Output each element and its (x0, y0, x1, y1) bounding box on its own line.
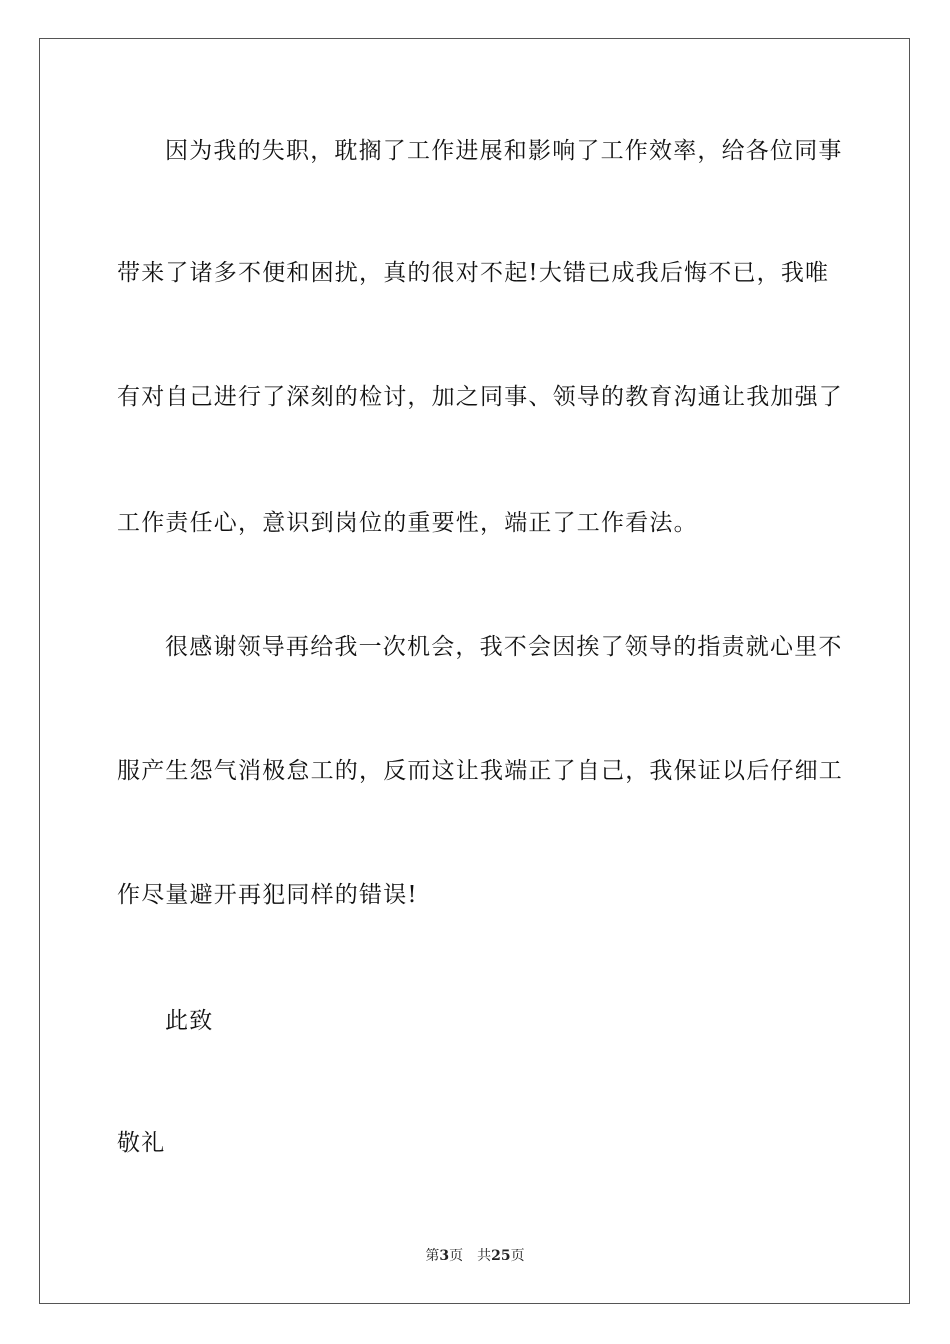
closing-salutation: 此致 (165, 1008, 214, 1034)
footer-page-prefix: 第 (425, 1248, 440, 1264)
paragraph-1-line-2: 带来了诸多不便和困扰，真的很对不起!大错已成我后悔不已，我唯 (117, 260, 830, 286)
paragraph-2-line-2: 服产生怨气消极怠工的，反而这让我端正了自己，我保证以后仔细工 (117, 758, 843, 784)
page-footer (0, 1247, 950, 1265)
closing-regards: 敬礼 (117, 1130, 166, 1156)
paragraph-1-line-4: 工作责任心，意识到岗位的重要性，端正了工作看法。 (117, 510, 698, 536)
page-frame (39, 38, 910, 1304)
paragraph-2-line-1: 很感谢领导再给我一次机会，我不会因挨了领导的指责就心里不 (165, 634, 843, 660)
footer-total-suffix: 页 (510, 1248, 525, 1264)
footer-page-suffix: 页 (449, 1248, 464, 1264)
paragraph-2-line-3: 作尽量避开再犯同样的错误! (117, 882, 418, 908)
footer-total-prefix: 共 (477, 1248, 492, 1264)
paragraph-1-line-3: 有对自己进行了深刻的检讨，加之同事、领导的教育沟通让我加强了 (117, 384, 843, 410)
footer-total-pages: 25 (491, 1248, 511, 1264)
footer-page-number: 3 (439, 1248, 450, 1264)
paragraph-1-line-1: 因为我的失职，耽搁了工作进展和影响了工作效率，给各位同事 (165, 138, 843, 164)
